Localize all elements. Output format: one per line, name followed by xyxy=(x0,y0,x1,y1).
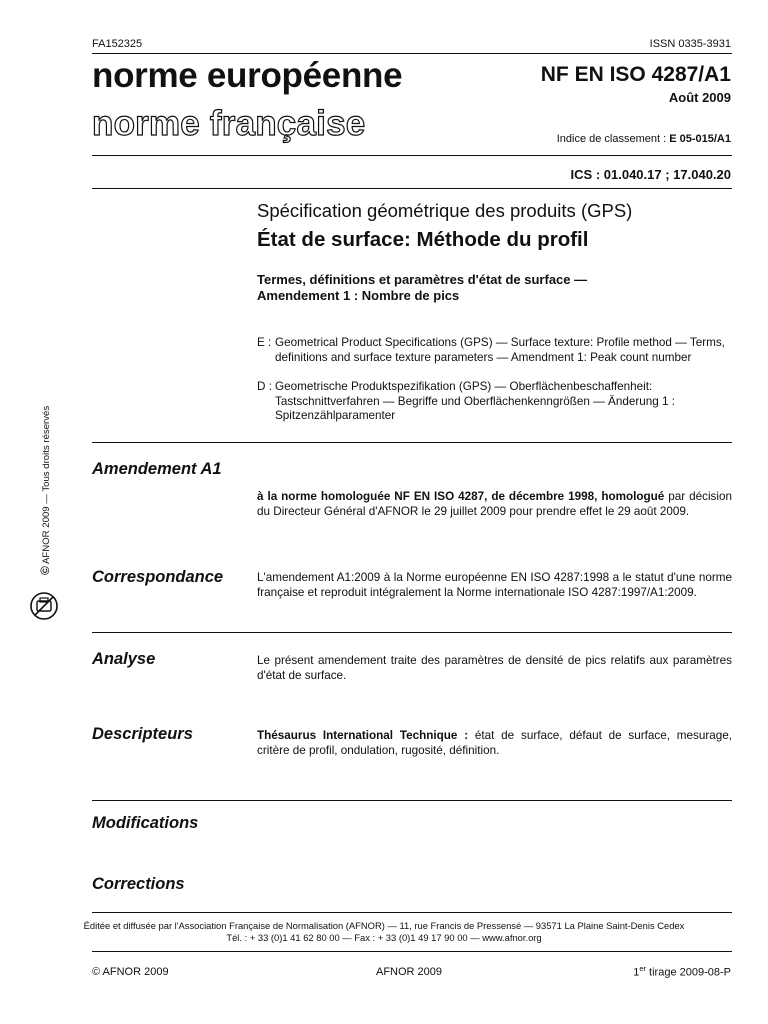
issn: ISSN 0335-3931 xyxy=(649,38,731,50)
header-rule xyxy=(92,53,732,54)
translation-en-text: Geometrical Product Specifications (GPS) — Surface texture: Profile method — Terms, definitions and surface texture parameters — Amendment 1: Peak count number xyxy=(275,336,725,364)
standard-number: NF EN ISO 4287/A1 xyxy=(540,63,731,86)
tirage-text: tirage 2009-08-P xyxy=(646,966,731,979)
footer-tirage xyxy=(633,964,731,979)
publisher-line2: Tél. : + 33 (0)1 41 62 80 00 — Fax : + 33 (0)1 49 17 90 00 — www.afnor.org xyxy=(226,932,542,943)
document-reference: FA152325 xyxy=(92,38,143,50)
section-rule-3 xyxy=(92,800,732,801)
publisher-line1: Éditée et diffusée par l'Association Française de Normalisation (AFNOR) — 11, rue Francis de Pressensé — 93571 La Plaine Saint-Denis Cedex xyxy=(83,920,685,931)
translation-de-text: Geometrische Produktspezifikation (GPS) — Oberflächenbeschaffenheit: Tastschnittverfahren — Begriffe und Oberflächenkenngrößen — Änderung 1 : Spitzenzählparamenter xyxy=(275,380,675,422)
classement-index xyxy=(557,133,731,145)
side-copyright-text: AFNOR 2009 — Tous droits réservés xyxy=(41,405,52,565)
no-copy-icon xyxy=(28,590,60,622)
footer-rule xyxy=(92,912,732,913)
analyse-text: Le présent amendement traite des paramètres de densité de pics relatifs aux paramètres d'état de surface. xyxy=(257,654,732,682)
header-rule-3 xyxy=(92,188,732,189)
header-rule-2 xyxy=(92,155,732,156)
title-norme-francaise: norme française xyxy=(92,104,366,143)
footer-copyright: © AFNOR 2009 xyxy=(92,966,169,978)
section-rule-1 xyxy=(92,442,732,443)
subtitle-terms-line2: Amendement 1 : Nombre de pics xyxy=(257,288,460,303)
translation-de-label: D : xyxy=(257,380,272,393)
correspondance-text: L'amendement A1:2009 à la Norme européenne EN ISO 4287:1998 a le statut d'une norme française et reproduit intégralement la Norme internationale ISO 4287:1997/A1:2009. xyxy=(257,571,732,599)
copyright-symbol: © xyxy=(38,566,52,575)
translation-de xyxy=(257,380,732,424)
publisher-info xyxy=(0,920,768,944)
ics-codes: ICS : 01.040.17 ; 17.040.20 xyxy=(570,167,731,182)
descripteurs-text xyxy=(257,729,732,758)
heading-analyse: Analyse xyxy=(92,650,156,668)
title-norme-europeenne: norme européenne xyxy=(92,56,403,95)
side-copyright xyxy=(38,406,52,575)
heading-descripteurs: Descripteurs xyxy=(92,725,193,743)
descripteurs-bold: Thésaurus International Technique : xyxy=(257,729,469,742)
heading-correspondance: Correspondance xyxy=(92,568,224,586)
classement-value: E 05-015/A1 xyxy=(669,133,731,145)
subtitle-terms xyxy=(257,272,727,304)
publication-date: Août 2009 xyxy=(668,90,731,105)
amendement-text-bold: à la norme homologuée NF EN ISO 4287, de décembre 1998, homologué xyxy=(257,490,665,503)
main-title: État de surface: Méthode du profil xyxy=(257,228,589,251)
footer-center: AFNOR 2009 xyxy=(376,966,443,978)
heading-modifications: Modifications xyxy=(92,814,199,832)
tirage-superscript: er xyxy=(639,964,646,973)
section-rule-2 xyxy=(92,632,732,633)
heading-corrections: Corrections xyxy=(92,875,185,893)
translation-en-label: E : xyxy=(257,336,272,349)
subtitle-gps: Spécification géométrique des produits (GPS) xyxy=(257,200,633,221)
descripteurs-rest: état de surface, défaut de surface, mesurage, critère de profil, ondulation, rugosité, définition. xyxy=(257,729,733,757)
translation-en xyxy=(257,336,732,365)
heading-amendement: Amendement A1 xyxy=(92,460,222,478)
amendement-text xyxy=(257,490,732,519)
footer-rule-2 xyxy=(92,951,732,952)
classement-label: Indice de classement : xyxy=(556,133,667,145)
tirage-number: 1 xyxy=(633,966,640,979)
subtitle-terms-line1: Termes, définitions et paramètres d'état de surface — xyxy=(257,272,588,287)
amendement-text-rest: par décision du Directeur Général d'AFNOR le 29 juillet 2009 pour prendre effet le 29 août 2009. xyxy=(257,490,732,518)
